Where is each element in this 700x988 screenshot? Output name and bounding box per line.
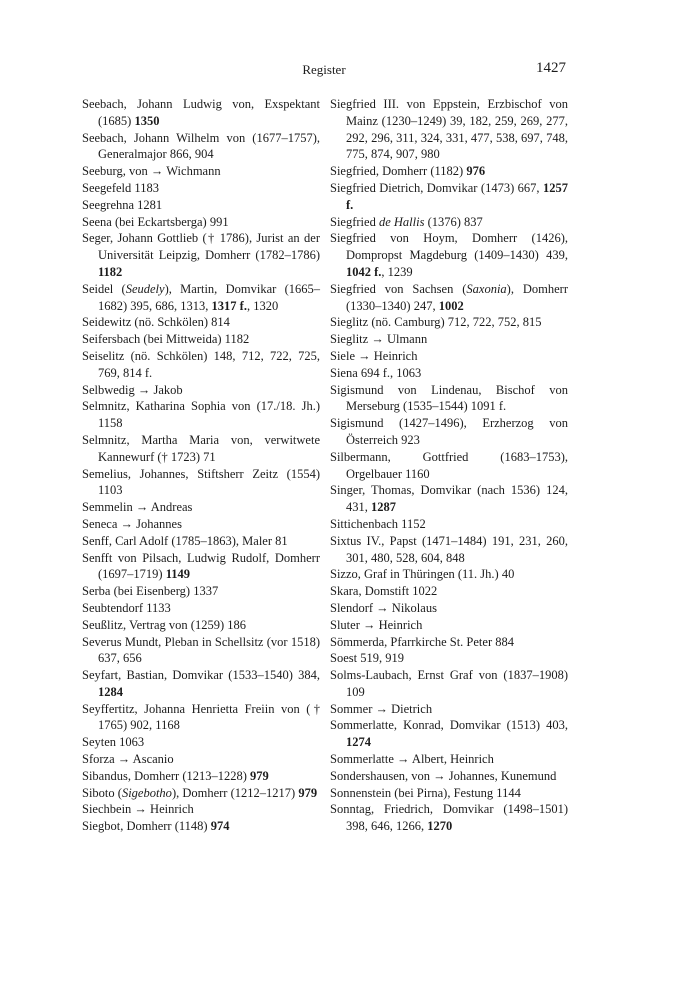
index-entry — [330, 180, 568, 214]
index-entry — [330, 650, 568, 667]
entry-text: Serba (bei Eisenberg) 1337 — [82, 584, 219, 599]
entry-italic: Saxonia — [466, 281, 507, 296]
entry-italic: de Hallis — [378, 214, 425, 229]
entry-text: Singer, Thomas, Domvikar (nach 1536) 124, 431, — [330, 483, 568, 515]
entry-text: Siegfried von Hoym, Domherr (1426), Dompropst Magdeburg (1409–1430) 439, — [330, 231, 568, 263]
page-number: 1427 — [536, 60, 566, 76]
entry-text: Sieglitz → Ulmann — [330, 332, 428, 347]
entry-text: Sixtus IV., Papst (1471–1484) 191, 231, 260, 301, 480, 528, 604, 848 — [330, 533, 568, 565]
entry-text: Siegfried Dietrich, Domvikar (1473) 667, — [330, 180, 543, 195]
entry-text: Sondershausen, von → Johannes, Kunemund — [330, 768, 557, 783]
entry-text: ), Domherr (1212–1217) — [171, 785, 299, 800]
entry-italic: Seudely — [125, 281, 165, 296]
entry-text: Senfft von Pilsach, Ludwig Rudolf, Domherr (1697–1719) — [82, 550, 320, 582]
entry-text: Sigismund (1427–1496), Erzherzog von Österreich 923 — [330, 416, 568, 447]
entry-text: Sonntag, Friedrich, Domvikar (1498–1501) 398, 646, 1266, — [330, 802, 568, 834]
entry-text: Seebach, Johann Ludwig von, Exspektant (1685) — [82, 97, 320, 128]
entry-text: Seegrehna 1281 — [82, 197, 163, 212]
index-entry — [330, 348, 568, 365]
entry-text: Solms-Laubach, Ernst Graf von (1837–1908) 109 — [330, 668, 568, 699]
page-ref-main: 974 — [210, 819, 230, 834]
index-entry — [82, 281, 320, 315]
index-entry — [330, 415, 568, 449]
index-entry — [330, 96, 568, 163]
page-ref-main: 979 — [250, 768, 269, 783]
index-entry — [330, 617, 568, 634]
entry-text: Selmnitz, Katharina Sophia von (17./18. Jh.) 1158 — [82, 399, 320, 431]
index-entry — [330, 449, 568, 483]
index-entry — [82, 617, 320, 634]
index-entry — [82, 550, 320, 584]
index-entry — [330, 163, 568, 180]
entry-text: Seyffertitz, Johanna Henrietta Freiin von († 1765) 902, 1168 — [82, 701, 320, 733]
entry-text: Seifersbach (bei Mittweida) 1182 — [82, 332, 250, 347]
page-ref-main: 1350 — [134, 113, 160, 128]
entry-text: Seiselitz (nö. Schkölen) 148, 712, 722, 725, 769, 814 f. — [82, 348, 320, 380]
entry-text: Sibandus, Domherr (1213–1228) — [82, 768, 251, 783]
index-entry — [330, 331, 568, 348]
entry-text: Sluter → Heinrich — [330, 617, 423, 632]
page-ref-main: 1284 — [98, 684, 123, 699]
entry-text: Semmelin → Andreas — [82, 500, 193, 515]
entry-text: Seyten 1063 — [82, 735, 145, 750]
index-entry — [330, 768, 568, 785]
index-entry — [82, 801, 320, 818]
page-ref-main: 1270 — [427, 819, 453, 834]
index-entry — [82, 130, 320, 164]
index-entry — [330, 583, 568, 600]
index-entry — [82, 667, 320, 701]
entry-text: Seegefeld 1183 — [82, 180, 159, 195]
index-entry — [330, 801, 568, 835]
index-entry — [82, 398, 320, 432]
entry-text: Sigismund von Lindenau, Bischof von Merseburg (1535–1544) 1091 f. — [330, 382, 568, 414]
index-entry — [330, 230, 568, 280]
entry-text: Seyfart, Bastian, Domvikar (1533–1540) 384, — [82, 668, 320, 683]
index-entry — [82, 785, 320, 802]
entry-text: Sonnenstein (bei Pirna), Festung 1144 — [330, 785, 521, 800]
index-entry — [330, 516, 568, 533]
index-entry — [82, 230, 320, 280]
index-entry — [82, 96, 320, 130]
entry-text: Silbermann, Gottfried (1683–1753), Orgelbauer 1160 — [330, 449, 568, 481]
index-entry — [330, 717, 568, 751]
index-column-left — [82, 96, 320, 835]
entry-italic: Sigebotho — [121, 785, 172, 800]
index-entry — [330, 600, 568, 617]
entry-text: Siegfried, Domherr (1182) — [330, 164, 467, 179]
index-entry — [330, 751, 568, 768]
entry-text: Sizzo, Graf in Thüringen (11. Jh.) 40 — [330, 567, 515, 582]
entry-text: Seebach, Johann Wilhelm von (1677–1757), Generalmajor 866, 904 — [82, 130, 320, 162]
index-entry — [82, 348, 320, 382]
running-head-title: Register — [302, 62, 346, 77]
index-entry — [330, 701, 568, 718]
index-entry — [82, 314, 320, 331]
index-entry — [82, 768, 320, 785]
entry-text: Seneca → Johannes — [82, 516, 182, 531]
entry-text: Sforza → Ascanio — [82, 752, 174, 767]
index-entry — [82, 600, 320, 617]
entry-text: Soest 519, 919 — [330, 651, 404, 666]
index-entry — [330, 634, 568, 651]
entry-text: ), Martin, Domvikar (1665–1682) 395, 686, 1313, — [98, 281, 320, 313]
page-ref-main: 1274 — [346, 735, 371, 750]
index-entry — [82, 331, 320, 348]
entry-text: (1376) 837 — [424, 214, 483, 229]
entry-text: Seidewitz (nö. Schkölen) 814 — [82, 315, 230, 330]
index-entry — [82, 382, 320, 399]
entry-text: Siegfried — [330, 214, 379, 229]
index-entry — [330, 365, 568, 382]
entry-text: Selbwedig → Jakob — [82, 382, 183, 397]
entry-text: Sommerlatte, Konrad, Domvikar (1513) 403, — [330, 718, 568, 733]
index-entry — [330, 382, 568, 416]
entry-text: Siele → Heinrich — [330, 348, 418, 363]
index-entry — [82, 634, 320, 668]
entry-text: Sommer → Dietrich — [330, 701, 433, 716]
index-entry — [82, 751, 320, 768]
running-head — [82, 62, 566, 82]
entry-text: Slendorf → Nikolaus — [330, 600, 437, 615]
index-entry — [82, 180, 320, 197]
index-entry — [82, 214, 320, 231]
index-entry — [82, 583, 320, 600]
entry-text: Sommerlatte → Albert, Heinrich — [330, 752, 494, 767]
entry-text: Seubtendorf 1133 — [82, 600, 171, 615]
page-ref-main: 1257 f. — [346, 180, 568, 212]
index-entry — [82, 818, 320, 835]
page-ref-main: 979 — [298, 785, 318, 800]
entry-text: Seeburg, von → Wichmann — [82, 164, 221, 179]
index-entry — [330, 533, 568, 567]
entry-text: Siboto ( — [82, 785, 122, 800]
entry-text: , 1239 — [381, 264, 413, 279]
entry-text: Semelius, Johannes, Stiftsherr Zeitz (1554) 1103 — [82, 466, 320, 498]
page-ref-main: 1149 — [165, 567, 191, 582]
index-entry — [82, 197, 320, 214]
entry-text: Seger, Johann Gottlieb († 1786), Jurist an der Universität Leipzig, Domherr (1782–1786) — [82, 231, 320, 263]
index-entry — [330, 314, 568, 331]
entry-text: Siegbot, Domherr (1148) — [82, 819, 211, 834]
index-entry — [82, 734, 320, 751]
entry-text: Sittichenbach 1152 — [330, 516, 426, 531]
page-ref-main: 976 — [466, 164, 486, 179]
entry-text: Seidel ( — [82, 281, 126, 296]
page-ref-main: 1042 f. — [346, 264, 382, 279]
index-entry — [82, 533, 320, 550]
entry-text: Sieglitz (nö. Camburg) 712, 722, 752, 815 — [330, 315, 542, 330]
index-entry — [330, 281, 568, 315]
page-ref-main: 1287 — [371, 500, 396, 515]
entry-text: Siegfried III. von Eppstein, Erzbischof von Mainz (1230–1249) 39, 182, 259, 269, 277, 292, 296, 311, 324, 331, 477, 538, 697, 748, 775, 874, 907, 980 — [330, 97, 568, 162]
index-entry — [330, 785, 568, 802]
index-entry — [330, 566, 568, 583]
entry-text: Severus Mundt, Pleban in Schellsitz (vor 1518) 637, 656 — [82, 634, 320, 666]
entry-text: Seena (bei Eckartsberga) 991 — [82, 214, 229, 229]
entry-text: Siena 694 f., 1063 — [330, 365, 422, 380]
entry-text: Siegfried von Sachsen ( — [330, 281, 467, 296]
index-entry — [330, 214, 568, 231]
index-entry — [82, 466, 320, 500]
index-entry — [330, 482, 568, 516]
page-ref-main: 1182 — [98, 264, 123, 279]
page-ref-main: 1317 f. — [211, 298, 247, 313]
entry-text: Sömmerda, Pfarrkirche St. Peter 884 — [330, 634, 514, 649]
page-ref-main: 1002 — [438, 298, 464, 313]
index-entry — [330, 667, 568, 701]
index-entry — [82, 516, 320, 533]
entry-text: ), Domherr (1330–1340) 247, — [346, 281, 568, 313]
entry-text: Siechbein → Heinrich — [82, 802, 194, 817]
index-entry — [82, 499, 320, 516]
index-entry — [82, 701, 320, 735]
entry-text: Selmnitz, Martha Maria von, verwitwete Kannewurf († 1723) 71 — [82, 432, 320, 464]
index-entry — [82, 432, 320, 466]
index-column-right — [330, 96, 568, 835]
index-entry — [82, 163, 320, 180]
entry-text: Senff, Carl Adolf (1785–1863), Maler 81 — [82, 533, 288, 548]
entry-text: , 1320 — [246, 298, 279, 313]
entry-text: Seußlitz, Vertrag von (1259) 186 — [82, 617, 246, 632]
entry-text: Skara, Domstift 1022 — [330, 584, 438, 599]
